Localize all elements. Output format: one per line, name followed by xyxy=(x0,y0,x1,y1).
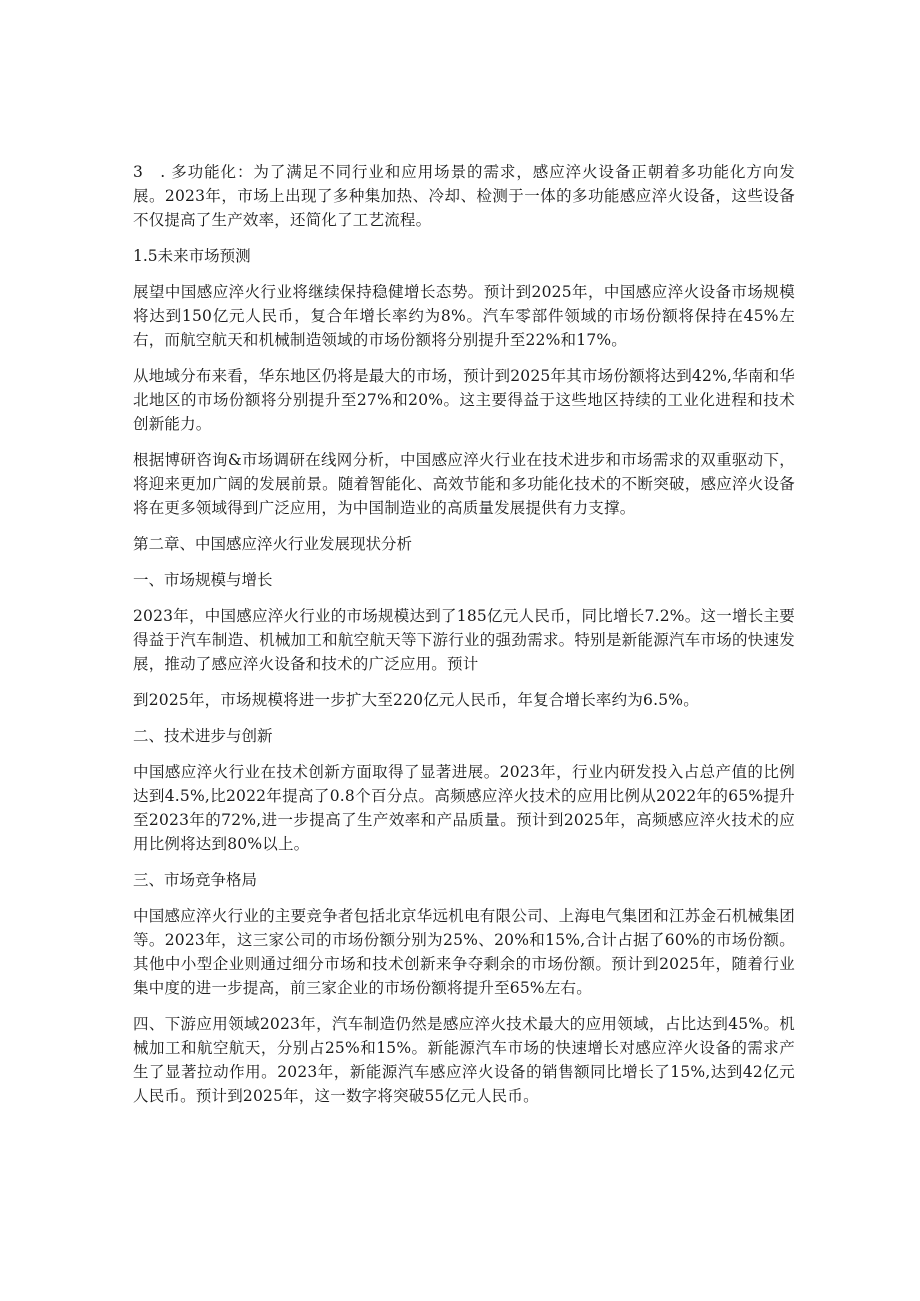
chapter-heading-2: 第二章、中国感应淬火行业发展现状分析 xyxy=(133,535,413,553)
paragraph-market-size: 2023年，中国感应淬火行业的市场规模达到了185亿元人民币，同比增长7.2%。这一增长主要得益于汽车制造、机械加工和航空航天等下游行业的强劲需求。特别是新能源汽车市场的快速发展，推动了感应淬火设备和技术的广泛应用。预计 xyxy=(133,607,795,673)
section-heading-market-size: 一、市场规模与增长 xyxy=(133,571,273,589)
paragraph-outlook: 展望中国感应淬火行业将继续保持稳健增长态势。预计到2025年，中国感应淬火设备市场规模将达到150亿元人民币，复合年增长率约为8%。汽车零部件领域的市场份额将保持在45%左右，而航空航天和机械制造领域的市场份额将分别提升至22%和17%。 xyxy=(133,283,795,349)
paragraph-market-size-forecast: 到2025年，市场规模将进一步扩大至220亿元人民币，年复合增长率约为6.5%。 xyxy=(133,691,699,709)
paragraph-competition: 中国感应淬火行业的主要竞争者包括北京华远机电有限公司、上海电气集团和江苏金石机械集团等。2023年，这三家公司的市场份额分别为25%、20%和15%,合计占据了60%的市场份额。其他中小型企业则通过细分市场和技术创新来争夺剩余的市场份额。预计到2025年，随着行业集中度的进一步提高，前三家企业的市场份额将提升至65%左右。 xyxy=(133,907,795,997)
paragraph-multifunction: 3 . 多功能化：为了满足不同行业和应用场景的需求，感应淬火设备正朝着多功能化方向发展。2023年，市场上出现了多种集加热、冷却、检测于一体的多功能感应淬火设备，这些设备不仅提高了生产效率，还简化了工艺流程。 xyxy=(133,163,795,229)
paragraph-downstream: 四、下游应用领域2023年，汽车制造仍然是感应淬火技术最大的应用领域，占比达到45%。机械加工和航空航天，分别占25%和15%。新能源汽车市场的快速增长对感应淬火设备的需求产生了显著拉动作用。2023年，新能源汽车感应淬火设备的销售额同比增长了15%,达到42亿元人民币。预计到2025年，这一数字将突破55亿元人民币。 xyxy=(133,1015,795,1105)
section-heading-forecast: 1.5未来市场预测 xyxy=(133,247,251,265)
paragraph-regional: 从地域分布来看，华东地区仍将是最大的市场，预计到2025年其市场份额将达到42%,华南和华北地区的市场份额将分别提升至27%和20%。这主要得益于这些地区持续的工业化进程和技术创新能力。 xyxy=(133,367,795,433)
section-heading-competition: 三、市场竞争格局 xyxy=(133,871,258,889)
document-body xyxy=(133,160,795,1120)
paragraph-technology: 中国感应淬火行业在技术创新方面取得了显著进展。2023年，行业内研发投入占总产值的比例达到4.5%,比2022年提高了0.8个百分点。高频感应淬火技术的应用比例从2022年的65%提升至2023年的72%,进一步提高了生产效率和产品质量。预计到2025年，高频感应淬火技术的应用比例将达到80%以上。 xyxy=(133,763,795,853)
paragraph-analysis: 根据博研咨询&市场调研在线网分析，中国感应淬火行业在技术进步和市场需求的双重驱动下，将迎来更加广阔的发展前景。随着智能化、高效节能和多功能化技术的不断突破，感应淬火设备将在更多领域得到广泛应用，为中国制造业的高质量发展提供有力支撑。 xyxy=(133,451,795,517)
section-heading-technology: 二、技术进步与创新 xyxy=(133,727,273,745)
